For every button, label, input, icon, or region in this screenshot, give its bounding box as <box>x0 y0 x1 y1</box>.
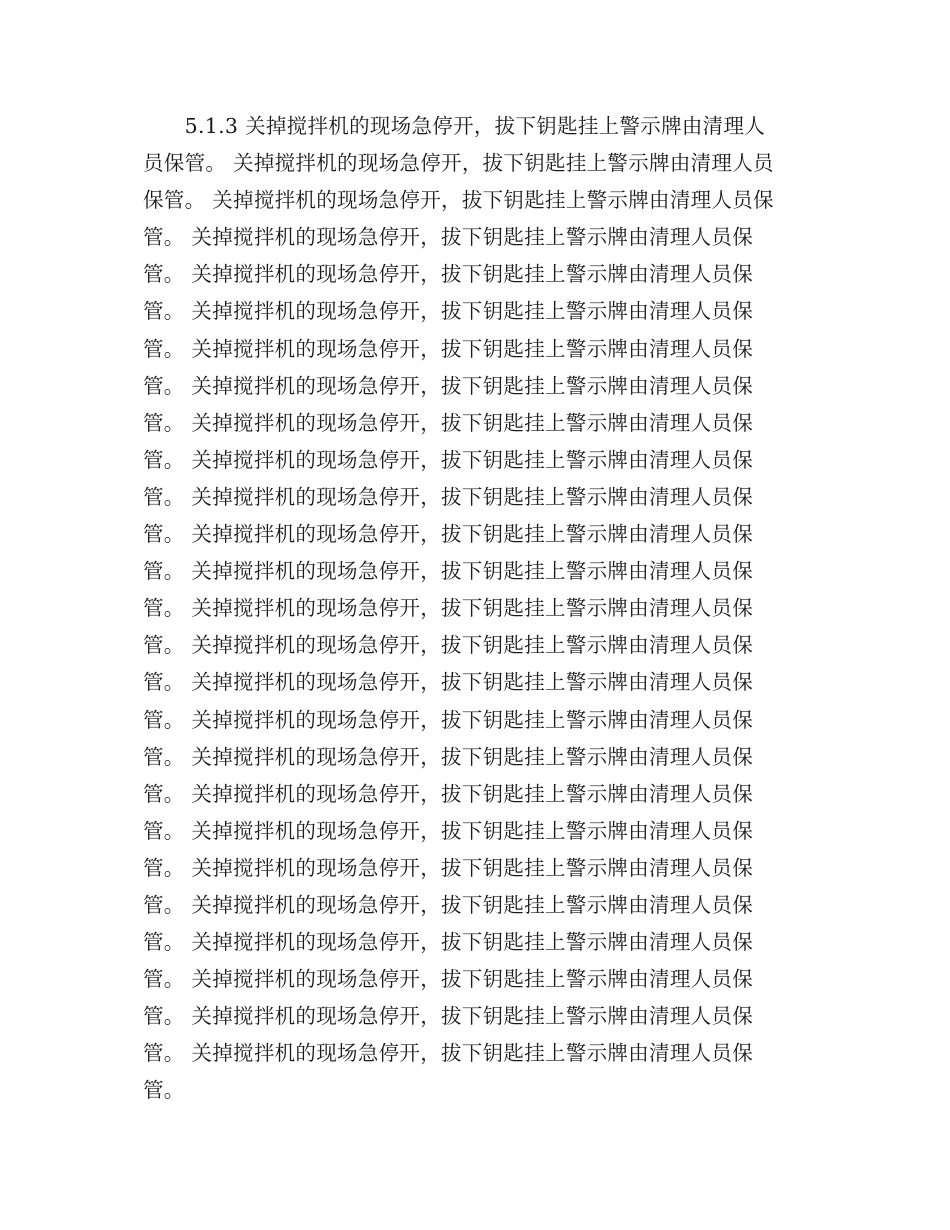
paragraph-line: 管。 关掉搅拌机的现场急停开，拔下钥匙挂上警示牌由清理人员保 <box>143 447 754 472</box>
paragraph-line: 管。 关掉搅拌机的现场急停开，拔下钥匙挂上警示牌由清理人员保 <box>143 373 754 398</box>
paragraph-line: 管。 关掉搅拌机的现场急停开，拔下钥匙挂上警示牌由清理人员保 <box>143 892 754 917</box>
paragraph-line: 管。 关掉搅拌机的现场急停开，拔下钥匙挂上警示牌由清理人员保 <box>143 225 754 250</box>
paragraph-line: 管。 关掉搅拌机的现场急停开，拔下钥匙挂上警示牌由清理人员保 <box>143 410 754 435</box>
paragraph-line: 管。 关掉搅拌机的现场急停开，拔下钥匙挂上警示牌由清理人员保 <box>143 559 754 584</box>
paragraph-line: 员保管。 关掉搅拌机的现场急停开，拔下钥匙挂上警示牌由清理人员 <box>143 151 774 176</box>
paragraph-line: 管。 关掉搅拌机的现场急停开，拔下钥匙挂上警示牌由清理人员保 <box>143 670 754 695</box>
paragraph-line: 管。 关掉搅拌机的现场急停开，拔下钥匙挂上警示牌由清理人员保 <box>143 262 754 287</box>
body-paragraph <box>143 108 813 1110</box>
paragraph-line: 管。 关掉搅拌机的现场急停开，拔下钥匙挂上警示牌由清理人员保 <box>143 1004 754 1029</box>
paragraph-line: 管。 关掉搅拌机的现场急停开，拔下钥匙挂上警示牌由清理人员保 <box>143 633 754 658</box>
paragraph-line: 管。 关掉搅拌机的现场急停开，拔下钥匙挂上警示牌由清理人员保 <box>143 967 754 992</box>
paragraph-line: 管。 关掉搅拌机的现场急停开，拔下钥匙挂上警示牌由清理人员保 <box>143 522 754 547</box>
paragraph-line: 管。 关掉搅拌机的现场急停开，拔下钥匙挂上警示牌由清理人员保 <box>143 299 754 324</box>
paragraph-line: 保管。 关掉搅拌机的现场急停开，拔下钥匙挂上警示牌由清理人员保 <box>143 188 774 213</box>
paragraph-line: 管。 关掉搅拌机的现场急停开，拔下钥匙挂上警示牌由清理人员保 <box>143 336 754 361</box>
paragraph-line: 管。 关掉搅拌机的现场急停开，拔下钥匙挂上警示牌由清理人员保 <box>143 484 754 509</box>
paragraph-line: 管。 <box>143 1078 185 1103</box>
paragraph-line: 管。 关掉搅拌机的现场急停开，拔下钥匙挂上警示牌由清理人员保 <box>143 855 754 880</box>
paragraph-line: 管。 关掉搅拌机的现场急停开，拔下钥匙挂上警示牌由清理人员保 <box>143 744 754 769</box>
paragraph-line: 管。 关掉搅拌机的现场急停开，拔下钥匙挂上警示牌由清理人员保 <box>143 707 754 732</box>
paragraph-line: 管。 关掉搅拌机的现场急停开，拔下钥匙挂上警示牌由清理人员保 <box>143 596 754 621</box>
paragraph-line: 管。 关掉搅拌机的现场急停开，拔下钥匙挂上警示牌由清理人员保 <box>143 781 754 806</box>
paragraph-line: 管。 关掉搅拌机的现场急停开，拔下钥匙挂上警示牌由清理人员保 <box>143 930 754 955</box>
paragraph-line: 管。 关掉搅拌机的现场急停开，拔下钥匙挂上警示牌由清理人员保 <box>143 1041 754 1066</box>
paragraph-line: 5.1.3 关掉搅拌机的现场急停开，拔下钥匙挂上警示牌由清理人 <box>143 114 766 138</box>
paragraph-line: 管。 关掉搅拌机的现场急停开，拔下钥匙挂上警示牌由清理人员保 <box>143 818 754 843</box>
